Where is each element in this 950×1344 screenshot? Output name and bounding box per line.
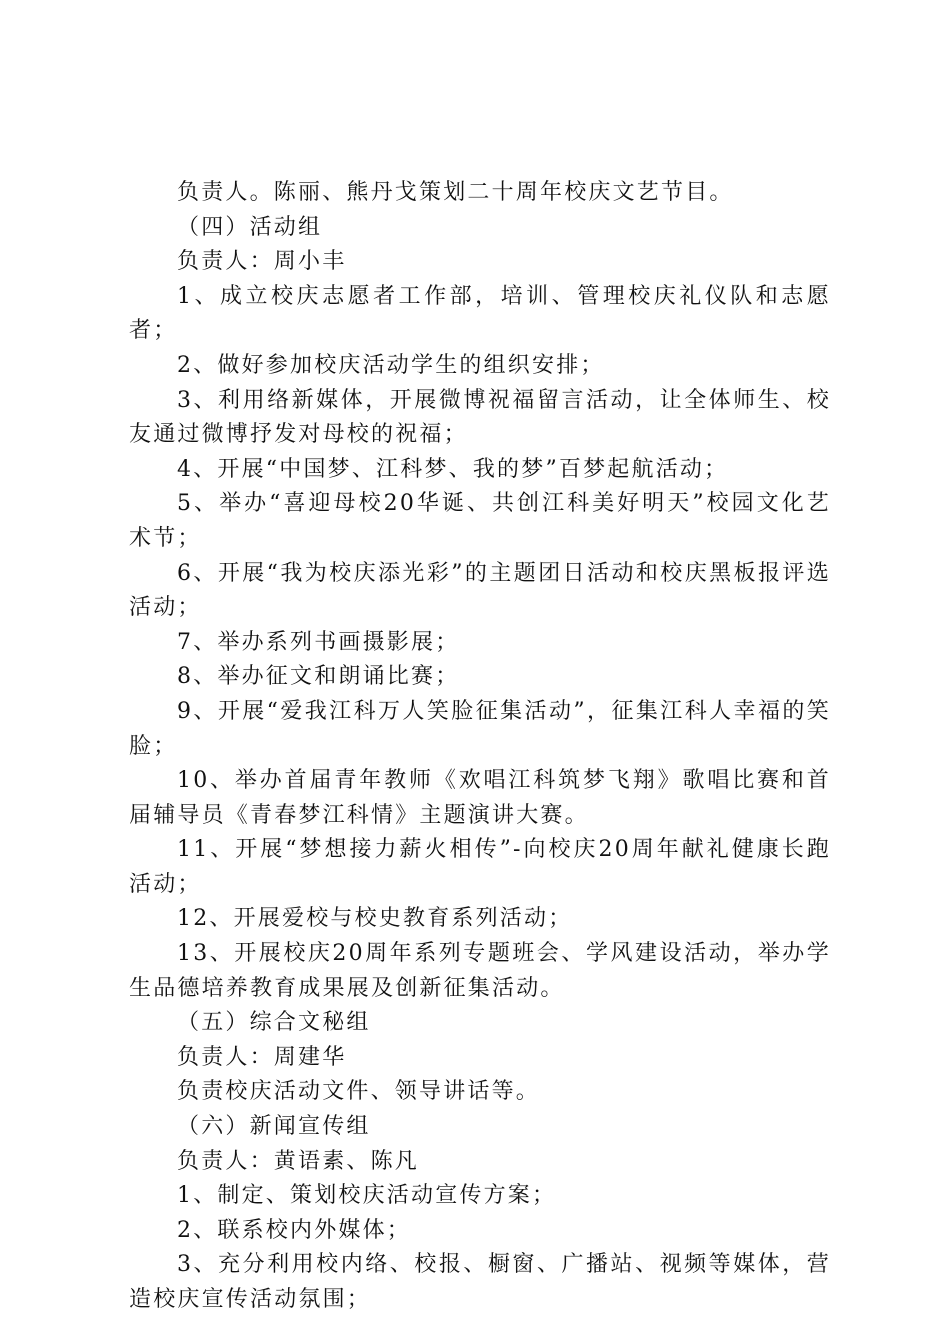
list-item-activity-1: 1、成立校庆志愿者工作部，培训、管理校庆礼仪队和志愿者； bbox=[129, 283, 831, 344]
section-heading-activity-group: （四）活动组 bbox=[177, 214, 323, 240]
section-heading-secretarial-group: （五）综合文秘组 bbox=[177, 1010, 371, 1036]
list-item-publicity-3: 3、充分利用校内络、校报、橱窗、广播站、视频等媒体，营造校庆宣传活动氛围； bbox=[129, 1252, 831, 1312]
list-item-activity-12: 12、开展爱校与校史教育系列活动； bbox=[177, 906, 573, 932]
list-item-publicity-1: 1、制定、策划校庆活动宣传方案； bbox=[177, 1183, 557, 1209]
list-item-activity-9: 9、开展“爱我江科万人笑脸征集活动”，征集江科人幸福的笑脸； bbox=[129, 698, 831, 759]
paragraph-responsible-arts: 负责人。陈丽、熊丹戈策划二十周年校庆文艺节目。 bbox=[177, 180, 734, 205]
section-heading-publicity-group: （六）新闻宣传组 bbox=[177, 1114, 371, 1140]
list-item-activity-11: 11、开展“梦想接力薪火相传”-向校庆20周年献礼健康长跑活动； bbox=[129, 837, 831, 897]
list-item-publicity-2: 2、联系校内外媒体； bbox=[177, 1217, 411, 1243]
list-item-activity-5: 5、举办“喜迎母校20华诞、共创江科美好明天”校园文化艺术节； bbox=[129, 491, 831, 551]
paragraph-secretarial-responsible: 负责人：周建华 bbox=[177, 1044, 347, 1070]
list-item-activity-8: 8、举办征文和朗诵比赛； bbox=[177, 664, 460, 690]
paragraph-activity-responsible: 负责人：周小丰 bbox=[177, 249, 347, 275]
paragraph-secretarial-duty: 负责校庆活动文件、领导讲话等。 bbox=[177, 1079, 541, 1105]
list-item-activity-10: 10、举办首届青年教师《欢唱江科筑梦飞翔》歌唱比赛和首届辅导员《青春梦江科情》主题演讲大赛。 bbox=[129, 768, 831, 828]
list-item-activity-4: 4、开展“中国梦、江科梦、我的梦”百梦起航活动； bbox=[177, 456, 729, 482]
paragraph-publicity-responsible: 负责人：黄语素、陈凡 bbox=[177, 1148, 420, 1174]
list-item-activity-6: 6、开展“我为校庆添光彩”的主题团日活动和校庆黑板报评选活动； bbox=[129, 560, 831, 621]
list-item-activity-13: 13、开展校庆20周年系列专题班会、学风建设活动，举办学生品德培养教育成果展及创新征集活动。 bbox=[129, 941, 831, 1001]
list-item-activity-7: 7、举办系列书画摄影展； bbox=[177, 629, 460, 655]
list-item-activity-3: 3、利用络新媒体，开展微博祝福留言活动，让全体师生、校友通过微博抒发对母校的祝福； bbox=[129, 387, 831, 448]
document-body bbox=[129, 176, 831, 1318]
list-item-activity-2: 2、做好参加校庆活动学生的组织安排； bbox=[177, 352, 605, 378]
